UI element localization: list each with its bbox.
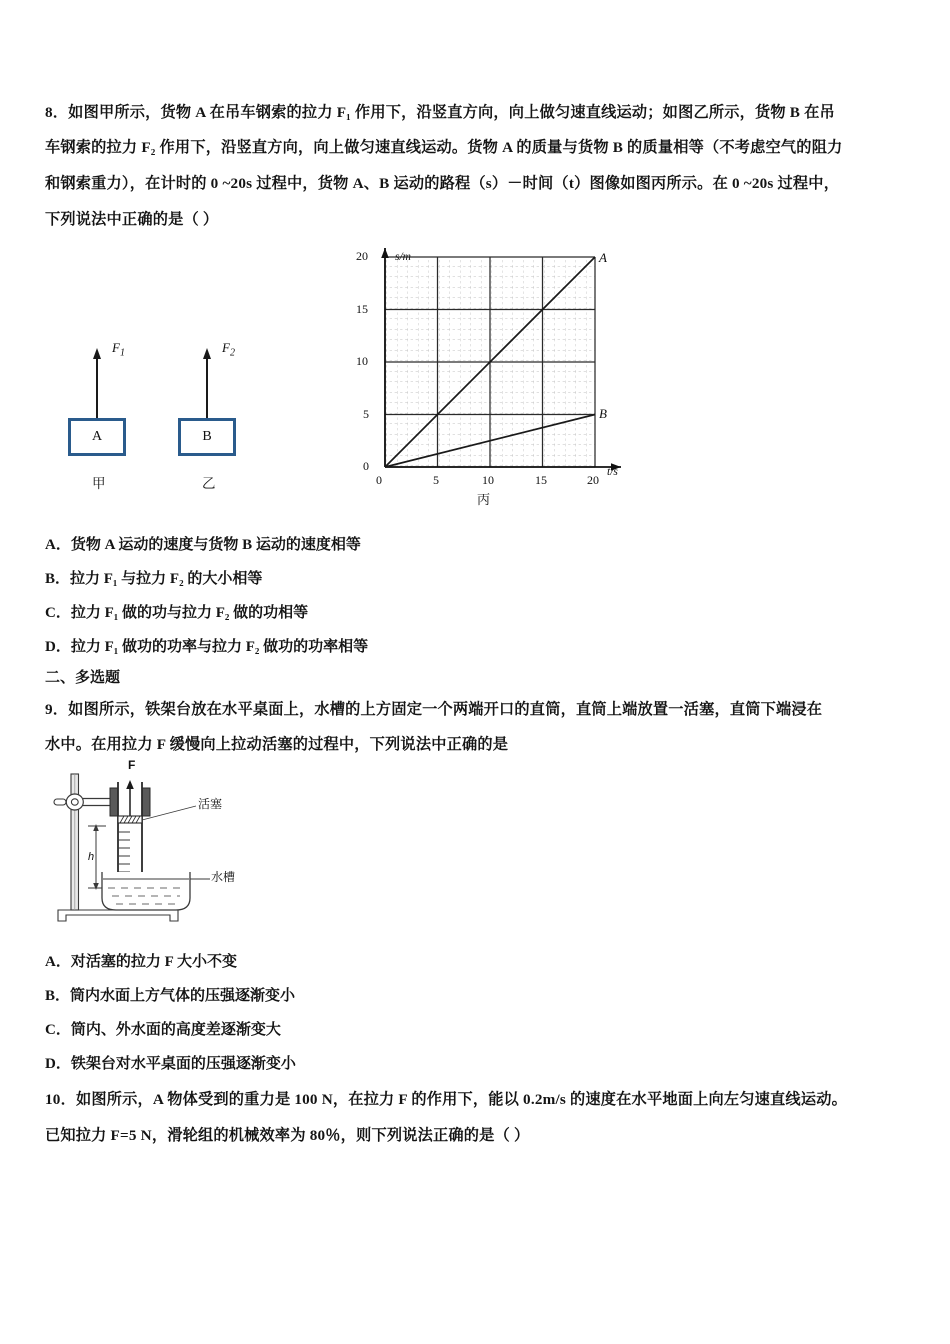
question-8-body-line-4: 下列说法中正确的是（ ） [45, 211, 219, 228]
option-text: 铁架台对水平桌面的压强逐渐变小 [70, 1056, 296, 1072]
water-tank [102, 872, 190, 910]
st-graph-svg [355, 245, 640, 507]
question-8-option-b [45, 562, 745, 596]
figure-caption-bing: 丙 [477, 492, 491, 507]
series-label-a: A [599, 250, 607, 265]
figure-caption-yi: 乙 [202, 476, 216, 491]
tank-label: 水槽 [211, 870, 236, 884]
option-letter: B． [45, 571, 71, 587]
x-tick-15: 15 [535, 473, 547, 487]
question-8-body-line-2: 车钢索的拉力 F₂ 作用下，沿竖直方向，向上做匀速直线运动。货物 A 的质量与货物 B 的质量相等（不考虑空气的阻力 [45, 139, 843, 156]
y-tick-15: 15 [356, 302, 368, 316]
question-10-body-line-1: 10．如图所示，A 物体受到的重力是 100 N，在拉力 F 的作用下，能以 0.2m/s 的速度在水平地面上向左匀速直线运动。 [45, 1091, 847, 1108]
option-letter: C． [45, 605, 71, 621]
object-box-a: A [68, 418, 126, 456]
option-letter: A． [45, 537, 71, 553]
question-10-body-line-2: 已知拉力 F=5 N，滑轮组的机械效率为 80％，则下列说法正确的是（ ） [45, 1127, 530, 1144]
force-label-f2: $F_2$ [222, 340, 235, 359]
question-8-body-line-3: 和钢索重力），在计时的 0 ~20s 过程中，货物 A、B 运动的路程（s）－时间（t）图像如图丙所示。在 0 ~20s 过程中， [45, 175, 840, 192]
option-text: 货物 A 运动的速度与货物 B 运动的速度相等 [70, 537, 361, 553]
question-9-body-line-2: 水中。在用拉力 F 缓慢向上拉动活塞的过程中，下列说法中正确的是 [45, 736, 509, 753]
option-text: 拉力 F₁ 与拉力 F₂ 的大小相等 [70, 571, 263, 587]
figure-apparatus-piston [50, 758, 280, 928]
height-label-h: h [88, 851, 95, 863]
force-arrow-shaft-f1 [96, 358, 98, 418]
section-heading-multiple-choice: 二、多选题 [45, 670, 121, 686]
question-9-option-b [45, 979, 745, 1013]
object-box-b: B [178, 418, 236, 456]
option-letter: B． [45, 988, 71, 1004]
question-8-option-a [45, 528, 745, 562]
y-tick-5: 5 [363, 407, 369, 421]
piston-label: 活塞 [198, 797, 223, 811]
x-tick-20: 20 [587, 473, 599, 487]
option-text: 拉力 F₁ 做的功与拉力 F₂ 做的功相等 [70, 605, 309, 621]
question-9-option-d [45, 1047, 745, 1081]
force-arrow-shaft-f2 [206, 358, 208, 418]
x-tick-10: 10 [482, 473, 494, 487]
series-label-b: B [599, 406, 607, 421]
y-tick-20: 20 [356, 249, 368, 263]
option-letter: D． [45, 1056, 71, 1072]
option-text: 拉力 F₁ 做功的功率与拉力 F₂ 做功的功率相等 [70, 639, 369, 655]
force-label-f1: $F_1$ [112, 340, 125, 359]
y-axis-label: s/m [395, 251, 411, 263]
option-text: 筒内水面上方气体的压强逐渐变小 [70, 988, 296, 1004]
option-letter: D． [45, 639, 71, 655]
option-letter: A． [45, 954, 71, 970]
x-tick-5: 5 [433, 473, 439, 487]
question-9-option-c [45, 1013, 745, 1047]
x-tick-0: 0 [376, 473, 382, 487]
question-9-option-a [45, 945, 745, 979]
figure-caption-jia: 甲 [92, 476, 106, 491]
piston [118, 816, 142, 823]
option-letter: C． [45, 1022, 71, 1038]
force-label-f: F [128, 758, 136, 772]
question-8-option-c [45, 596, 745, 630]
question-8-body-line-1: 8．如图甲所示，货物 A 在吊车钢索的拉力 F₁ 作用下，沿竖直方向，向上做匀速直线运动；如图乙所示，货物 B 在吊 [45, 104, 835, 121]
option-text: 对活塞的拉力 F 大小不变 [70, 954, 237, 970]
figure-jia-yi [60, 330, 290, 505]
y-tick-0: 0 [363, 459, 369, 473]
figure-bing-graph [355, 245, 640, 507]
apparatus-svg [50, 758, 280, 928]
y-tick-10: 10 [356, 354, 368, 368]
x-axis-label: t/s [607, 466, 618, 478]
piston-rod-force-arrow [126, 780, 134, 816]
option-text: 筒内、外水面的高度差逐渐变大 [70, 1022, 281, 1038]
question-8-option-d [45, 630, 745, 664]
question-9-body-line-1: 9．如图所示，铁架台放在水平桌面上，水槽的上方固定一个两端开口的直筒，直筒上端放置一活塞，直筒下端浸在 [45, 701, 823, 718]
